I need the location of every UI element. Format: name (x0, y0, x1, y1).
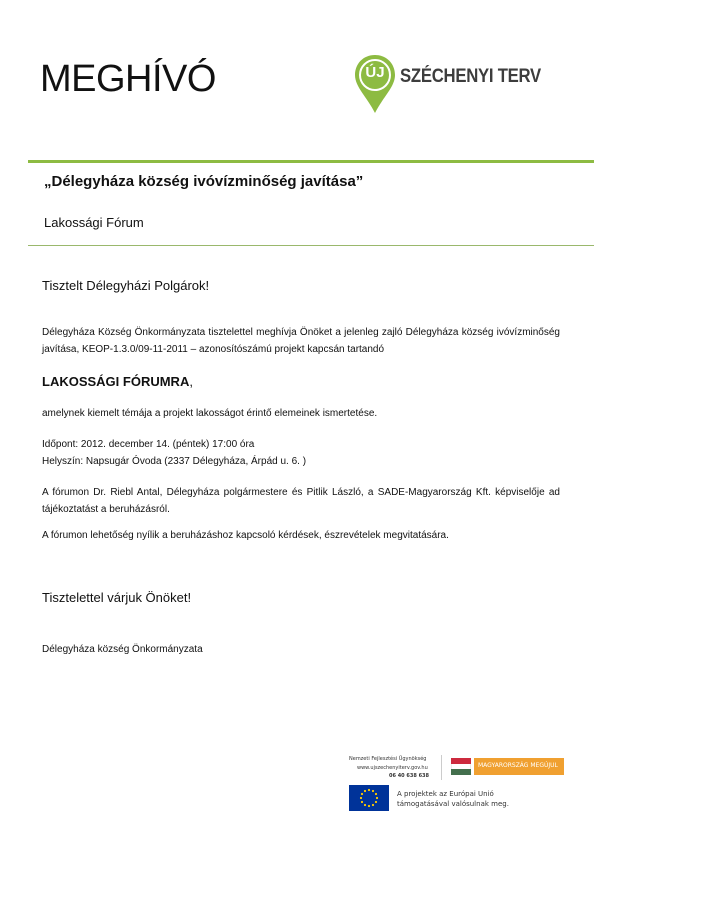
topic-line: amelynek kiemelt témája a projekt lakosságot érintő elemeinek ismertetése. (42, 408, 378, 419)
agency-phone: 06 40 638 638 (389, 773, 430, 779)
forum-heading-bold: LAKOSSÁGI FÓRUMRA (42, 374, 190, 389)
divider-top (28, 160, 594, 163)
speakers-paragraph: A fórumon Dr. Riebl Antal, Délegyháza polgármestere és Pitlik László, a SADE-Magyarország Kft. képviselője ad tájékoztatást a beruházásról. (42, 487, 560, 515)
agency-url: www.ujszechenyiterv.gov.hu (357, 765, 428, 771)
agency-name: Nemzeti Fejlesztési Ügynökség (349, 756, 427, 762)
footer-logos (342, 745, 580, 820)
salutation: Tisztelt Délegyházi Polgárok! (42, 278, 210, 293)
signature: Délegyháza község Önkormányzata (42, 644, 203, 655)
forum-heading-suffix: , (189, 374, 193, 389)
eu-text-line2: támogatásával valósulnak meg. (397, 800, 509, 808)
event-details (42, 436, 560, 470)
megujul-banner (474, 758, 564, 775)
logo-badge-text: ÚJ (365, 64, 385, 81)
invitation-paragraph: Délegyháza Község Önkormányzata tisztelettel meghívja Önöket a jelenleg zajló Délegyháza község ivóvízminőség javítása, KEOP-1.3.0/09-11-2011 – azonosítószámú projekt kapcsán tartandó (42, 327, 560, 355)
discussion-paragraph: A fórumon lehetőség nyílik a beruházáshoz kapcsoló kérdések, észrevételek megvitatására. (42, 530, 449, 541)
eu-flag-icon (349, 785, 389, 811)
banner-text: MAGYARORSZÁG MEGÚJUL (478, 762, 558, 769)
footer-divider (441, 755, 442, 780)
forum-subtitle: Lakossági Fórum (44, 215, 144, 230)
event-time: Időpont: 2012. december 14. (péntek) 17:00 óra (42, 439, 255, 450)
project-title: „Délegyháza község ivóvízminőség javítása” (44, 173, 364, 190)
invitation-title: MEGHÍVÓ (40, 58, 216, 100)
eu-text-line1: A projektek az Európai Unió (397, 790, 494, 798)
forum-heading (42, 374, 193, 389)
hungary-flag-icon (451, 758, 471, 775)
event-place: Helyszín: Napsugár Óvoda (2337 Délegyháza, Árpád u. 6. ) (42, 456, 307, 467)
divider-bottom (28, 245, 594, 246)
logo-text: SZÉCHENYI TERV (400, 66, 541, 87)
closing-line: Tisztelettel várjuk Önöket! (42, 590, 192, 605)
